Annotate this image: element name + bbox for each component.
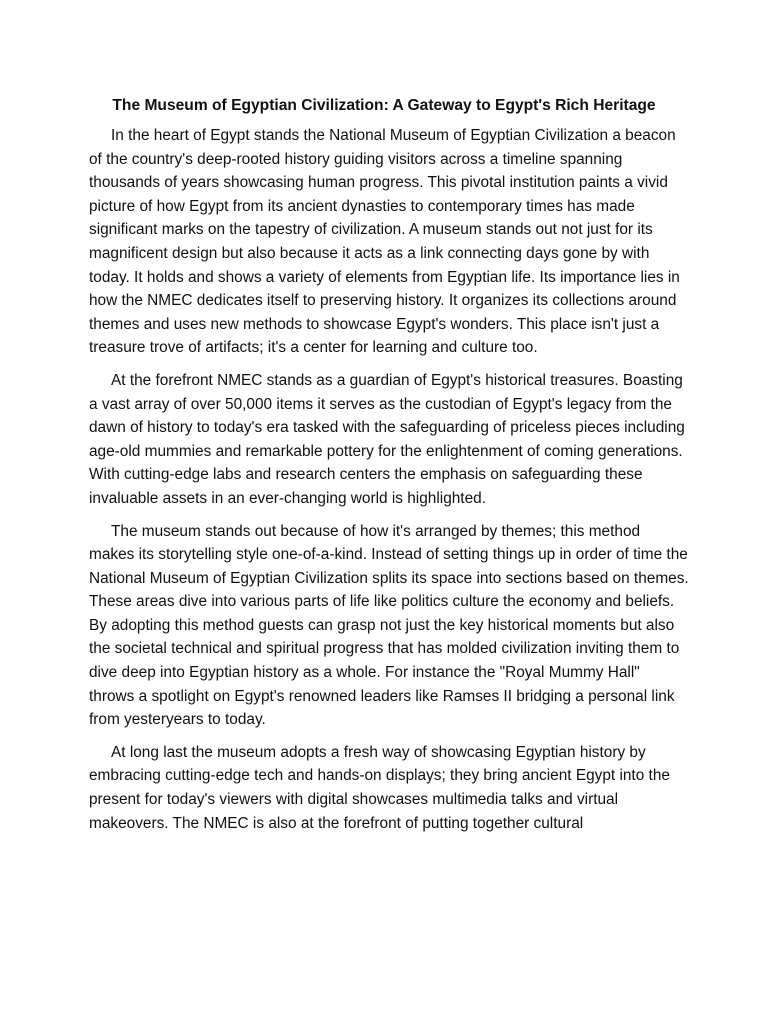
paragraph-1: In the heart of Egypt stands the National Museum of Egyptian Civilization a beacon of the country's deep-rooted history guiding visitors across a timeline spanning thousands of years showcasing human progress. This pivotal institution paints a vivid picture of how Egypt from its ancient dynasties to contemporary times has made significant marks on the tapestry of civilization. A museum stands out not just for its magnificent design but also because it acts as a link connecting days gone by with today. It holds and shows a variety of elements from Egyptian life. Its importance lies in how the NMEC dedicates itself to preserving history. It organizes its collections around themes and uses new methods to showcase Egypt's wonders. This place isn't just a treasure trove of artifacts; it's a center for learning and culture too. bbox=[89, 127, 680, 357]
paragraph-2: At the forefront NMEC stands as a guardian of Egypt's historical treasures. Boasting a vast array of over 50,000 items it serves as the custodian of Egypt's legacy from the dawn of history to today's era tasked with the safeguarding of priceless pieces including age-old mummies and remarkable pottery for the enlightenment of coming generations. With cutting-edge labs and research centers the emphasis on safeguarding these invaluable assets in an ever-changing world is highlighted. bbox=[89, 371, 685, 507]
paragraph-4: At long last the museum adopts a fresh way of showcasing Egyptian history by embracing cutting-edge tech and hands-on displays; they bring ancient Egypt into the present for today's viewers with digital showcases multimedia talks and virtual makeovers. The NMEC is also at the forefront of putting together cultural bbox=[89, 743, 670, 832]
paragraph-3: The museum stands out because of how it's arranged by themes; this method makes its storytelling style one-of-a-kind. Instead of setting things up in order of time the National Museum of Egyptian Civilization splits its space into sections based on themes. These areas dive into various parts of life like politics culture the economy and beliefs. By adopting this method guests can grasp not just the key historical moments but also the societal technical and spiritual progress that has molded civilization inviting them to dive deep into Egyptian history as a whole. For instance the "Royal Mummy Hall" throws a spotlight on Egypt's renowned leaders like Ramses II bridging a personal link from yesteryears to today. bbox=[89, 522, 689, 729]
document-title: The Museum of Egyptian Civilization: A Gateway to Egypt's Rich Heritage bbox=[112, 97, 656, 114]
